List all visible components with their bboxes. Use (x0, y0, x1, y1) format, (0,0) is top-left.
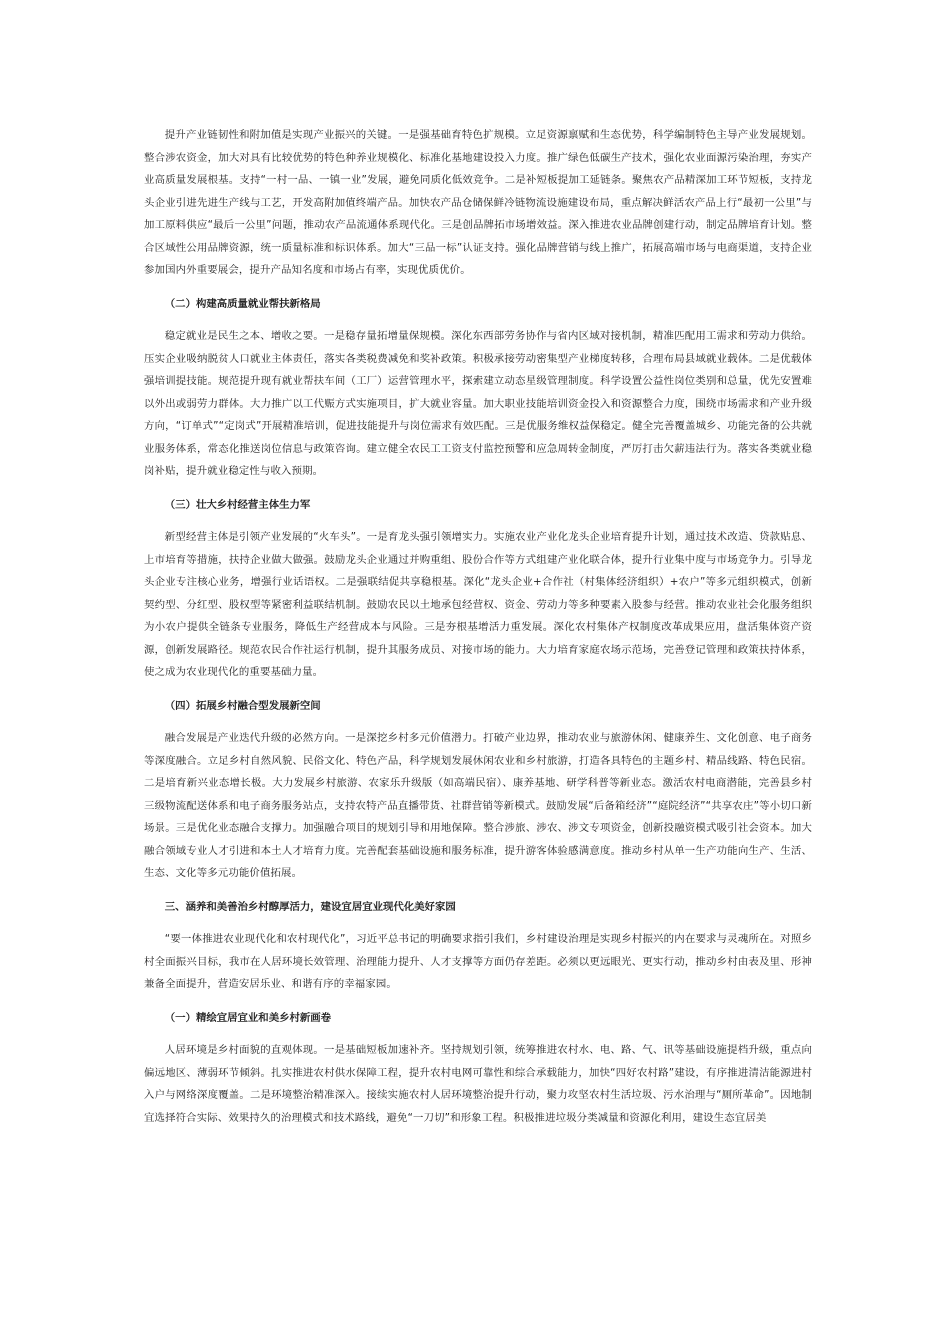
heading-section-three: 三、涵养和美善治乡村醇厚活力，建设宜居宜业现代化美好家园 (164, 900, 456, 913)
heading-livable-village: （一）精绘宜居宜业和美乡村新画卷 (164, 1011, 332, 1024)
heading-employment: （二）构建高质量就业帮扶新格局 (164, 297, 321, 310)
heading-business-entities: （三）壮大乡村经营主体生力军 (164, 498, 311, 511)
paragraph-employment: 稳定就业是民生之本、增收之要。一是稳存量拓增量保规模。深化东西部劳务协作与省内区域对接机制，精准匹配用工需求和劳动力供给。压实企业吸纳脱贫人口就业主体责任，落实各类税费减免和奖补政策。积极承接劳动密集型产业梯度转移，合理布局县域就业载体。二是优载体强培训提技能。规范提升现有就业帮扶车间（工厂）运营管理水平，探索建立动态星级管理制度。科学设置公益性岗位类别和总量，优先安置难以外出或弱劳力群体。大力推广以工代赈方式实施项目，扩大就业容量。加大职业技能培训资金投入和资源整合力度，围绕市场需求和产业升级方向，“订单式”“定岗式”开展精准培训，促进技能提升与岗位需求有效匹配。三是优服务维权益保稳定。健全完善覆盖城乡、功能完备的公共就业服务体系，常态化推送岗位信息与政策咨询。建立健全农民工工资支付监控预警和应急周转金制度，严厉打击欠薪违法行为。落实各类就业稳岗补贴，提升就业稳定性与收入预期。 (144, 330, 812, 477)
paragraph-livable-village: 人居环境是乡村面貌的直观体现。一是基础短板加速补齐。坚持规划引领，统筹推进农村水、电、路、气、讯等基础设施提档升级，重点向偏远地区、薄弱环节倾斜。扎实推进农村供水保障工程，提升农村电网可靠性和综合承载能力，加快“四好农村路”建设，有序推进清洁能源进村入户与网络深度覆盖。二是环境整治精准深入。接续实施农村人居环境整治提升行动，聚力攻坚农村生活垃圾、污水治理与“厕所革命”。因地制宜选择符合实际、效果持久的治理模式和技术路线，避免“一刀切”和形象工程。积极推进垃圾分类减量和资源化利用，建设生态宜居美 (144, 1044, 812, 1124)
heading-integration: （四）拓展乡村融合型发展新空间 (164, 699, 321, 712)
paragraph-section-three-intro: “要一体推进农业现代化和农村现代化”，习近平总书记的明确要求指引我们，乡村建设治理是实现乡村振兴的内在要求与灵魂所在。对照乡村全面振兴目标，我市在人居环境长效管理、治理能力提升、人才支撑等方面仍存差距。必须以更远眼光、更实行动，推动乡村由表及里、形神兼备全面提升，营造安居乐业、和谐有序的幸福家园。 (144, 933, 812, 990)
paragraph-business-entities: 新型经营主体是引领产业发展的“火车头”。一是育龙头强引领增实力。实施农业产业化龙头企业培育提升计划，通过技术改造、贷款贴息、上市培育等措施，扶持企业做大做强。鼓励龙头企业通过并购重组、股份合作等方式组建产业化联合体，提升行业集中度与市场竞争力。引导龙头企业专注核心业务，增强行业话语权。二是强联结促共享稳根基。深化“龙头企业+合作社（村集体经济组织）+农户”等多元组织模式，创新契约型、分红型、股权型等紧密利益联结机制。鼓励农民以土地承包经营权、资金、劳动力等多种要素入股参与经营。推动农业社会化服务组织为小农户提供全链条专业服务，降低生产经营成本与风险。三是夯根基增活力重发展。深化农村集体产权制度改革成果应用，盘活集体资产资源，创新发展路径。规范农民合作社运行机制，提升其服务成员、对接市场的能力。大力培育家庭农场示范场，完善登记管理和政策扶持体系，使之成为农业现代化的重要基础力量。 (144, 531, 812, 678)
paragraph-integration: 融合发展是产业迭代升级的必然方向。一是深挖乡村多元价值潜力。打破产业边界，推动农业与旅游休闲、健康养生、文化创意、电子商务等深度融合。立足乡村自然风貌、民俗文化、特色产品，科学规划发展休闲农业和乡村旅游，打造各具特色的主题乡村、精品线路、特色民宿。二是培育新兴业态增长极。大力发展乡村旅游、农家乐升级版（如高端民宿）、康养基地、研学科普等新业态。激活农村电商潜能，完善县乡村三级物流配送体系和电子商务服务站点，支持农特产品直播带货、社群营销等新模式。鼓励发展“后备箱经济”“庭院经济”“共享农庄”等小切口新场景。三是优化业态融合支撑力。加强融合项目的规划引导和用地保障。整合涉旅、涉农、涉文专项资金，创新投融资模式吸引社会资本。加大融合领域专业人才引进和本土人才培育力度。完善配套基础设施和服务标准，提升游客体验感满意度。推动乡村从单一生产功能向生产、生活、生态、文化等多元功能价值拓展。 (144, 732, 812, 879)
document-page (144, 124, 812, 1129)
paragraph-industry-chain: 提升产业链韧性和附加值是实现产业振兴的关键。一是强基础育特色扩规模。立足资源禀赋和生态优势，科学编制特色主导产业发展规划。整合涉农资金，加大对具有比较优势的特色种养业规模化、标准化基地建设投入力度。推广绿色低碳生产技术，强化农业面源污染治理，夯实产业高质量发展根基。支持“一村一品、一镇一业”发展，避免同质化低效竞争。二是补短板提加工延链条。聚焦农产品精深加工环节短板，支持龙头企业引进先进生产线与工艺，开发高附加值终端产品。加快农产品仓储保鲜冷链物流设施建设布局，重点解决鲜活农产品上行“最初一公里”与加工原料供应“最后一公里”问题，推动农产品流通体系现代化。三是创品牌拓市场增效益。深入推进农业品牌创建行动，制定品牌培育计划。整合区域性公用品牌资源，统一质量标准和标识体系。加大“三品一标”认证支持。强化品牌营销与线上推广，拓展高端市场与电商渠道，支持企业参加国内外重要展会，提升产品知名度和市场占有率，实现优质优价。 (144, 129, 812, 276)
